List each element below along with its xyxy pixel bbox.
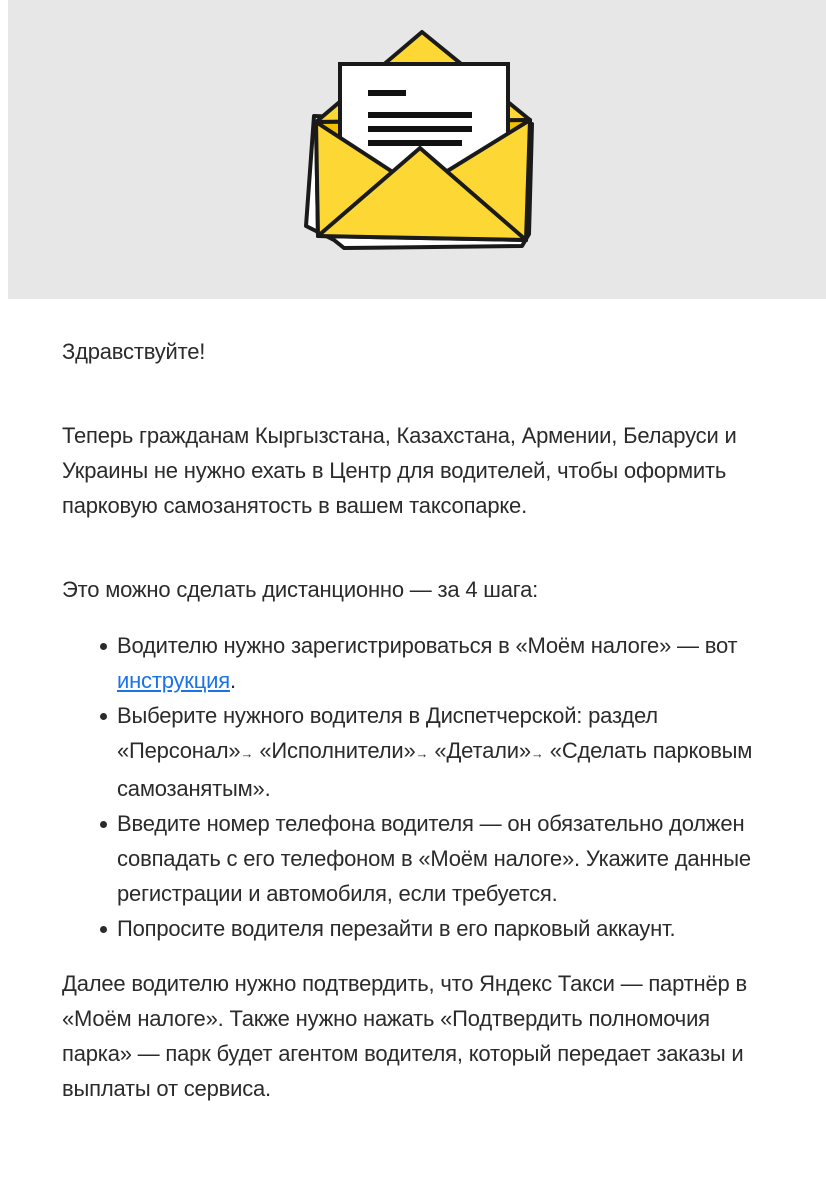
- step-item-relogin: [117, 911, 782, 946]
- email-hero-banner: [8, 0, 826, 299]
- outro-paragraph: Далее водителю нужно подтвердить, что Яндекс Такси — партнёр в «Моём налоге». Также нужно нажать «Подтвердить полномочия парка» — парк будет агентом водителя, который передает заказы и выплаты от сервиса.: [62, 971, 747, 1101]
- step-item-register: [117, 628, 782, 698]
- step-phone-text: Введите номер телефона водителя — он обязательно должен совпадать с его телефоном в «Моём налоге». Укажите данные регистрации и автомобиля, если требуется.: [117, 811, 751, 906]
- step-select-driver-text: Выберите нужного водителя в Диспетчерской: раздел: [117, 703, 658, 728]
- step-relogin-text: Попросите водителя перезайти в его парковый аккаунт.: [117, 916, 676, 941]
- path-make-self-employed: «Сделать парковым самозанятым».: [117, 738, 753, 801]
- steps-lead-text: Это можно сделать дистанционно — за 4 шага:: [62, 577, 539, 602]
- arrow-right-icon: →: [240, 746, 254, 761]
- intro-paragraph: Теперь гражданам Кыргызстана, Казахстана, Армении, Беларуси и Украины не нужно ехать в Центр для водителей, чтобы оформить парковую самозанятость в вашем таксопарке.: [62, 423, 737, 518]
- path-details: «Детали»: [434, 738, 531, 763]
- arrow-right-icon: →: [530, 746, 544, 761]
- greeting-text: Здравствуйте!: [62, 339, 206, 364]
- step-register-period: .: [229, 668, 236, 693]
- arrow-right-icon: →: [415, 746, 429, 761]
- instruction-link[interactable]: инструкция: [117, 668, 230, 693]
- path-executors: «Исполнители»: [259, 738, 416, 763]
- step-item-phone: [117, 806, 782, 911]
- step-register-text: Водителю нужно зарегистрироваться в «Моём налоге» — вот: [117, 633, 738, 658]
- envelope-letter-icon: [304, 28, 544, 260]
- step-item-select-driver: [117, 698, 782, 806]
- path-personnel: «Персонал»: [117, 738, 241, 763]
- steps-list: [62, 628, 782, 946]
- email-body: [62, 334, 782, 1106]
